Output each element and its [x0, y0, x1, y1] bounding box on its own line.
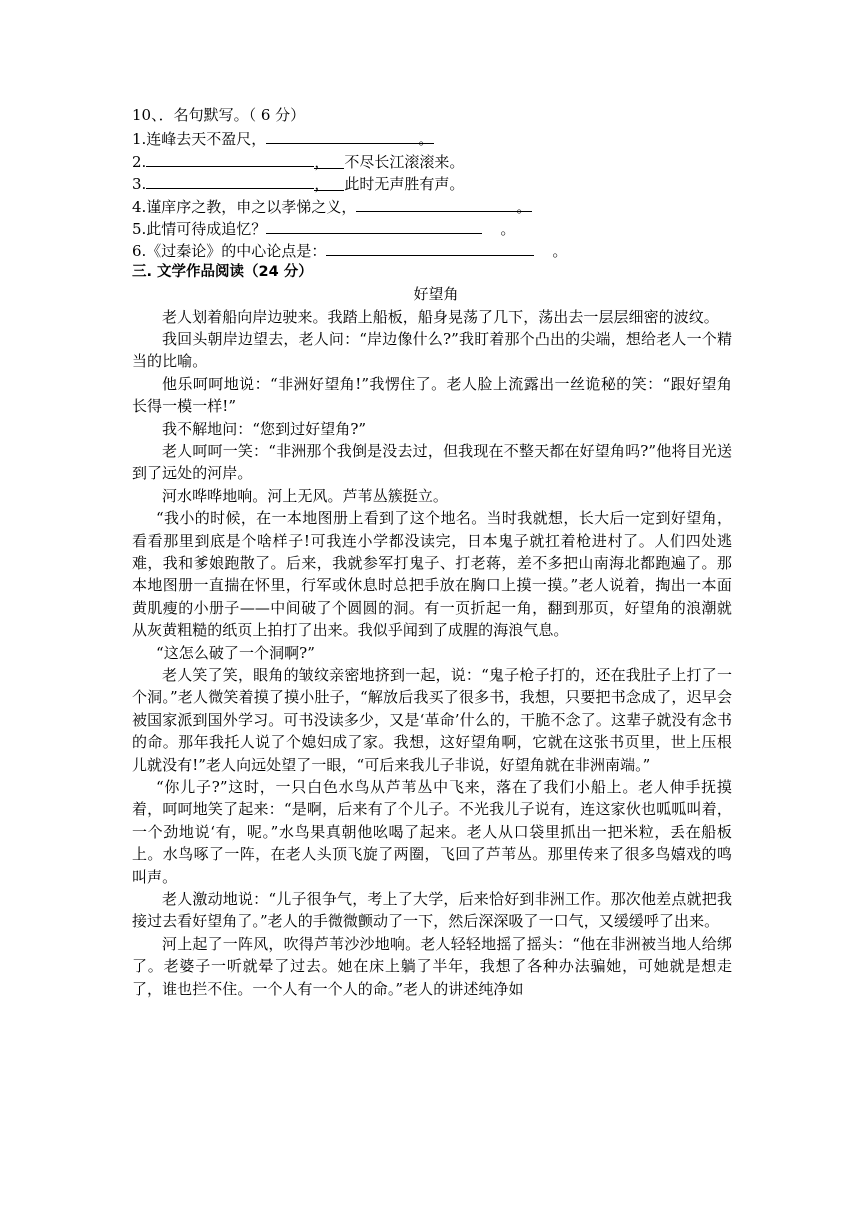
- article-paragraph: 老人呵呵一笑：“非洲那个我倒是没去过，但我现在不整天都在好望角吗?”他将目光送到了远处的河岸。: [132, 441, 732, 483]
- question-2-text: 不尽长江滚滚来。: [344, 152, 465, 171]
- question-2-mid: ，: [314, 152, 330, 171]
- section10-header: 10、．名句默写。（ 6 分）: [132, 106, 306, 124]
- question-1-text: 1.连峰去天不盈尺，: [132, 130, 267, 149]
- answer-blank-3a[interactable]: [146, 171, 314, 189]
- article-paragraph: 我不解地问：“您到过好望角?”: [162, 419, 367, 438]
- question-2-num: 2.: [132, 152, 147, 171]
- article-paragraph: “你儿子?”这时，一只白色水鸟从芦苇丛中飞来，落在了我们小船上。老人伸手抚摸着，呵呵地笑了起来：“是啊，后来有了个儿子。不光我儿子说有，连这家伙也呱呱叫着，一个劲地说‘有，呢。”水鸟果真朝他吆喝了起来。老人从口袋里抓出一把米粒，丢在船板上。水鸟啄了一阵，在老人头顶飞旋了两圈，飞回了芦苇丛。那里传来了很多鸟嬉戏的鸣叫声。: [132, 778, 732, 886]
- article-title: 好望角: [413, 285, 459, 304]
- question-4: [132, 194, 732, 216]
- question-3-text: 此时无声胜有声。: [344, 175, 465, 194]
- article-paragraph: “这怎么破了一个洞啊?”: [156, 643, 315, 662]
- article-paragraph: 他乐呵呵地说：“非洲好望角!”我愣住了。老人脸上流露出一丝诡秘的笑：“跟好望角长得一模一样!”: [132, 374, 732, 416]
- article-paragraph: 老人划着船向岸边驶来。我踏上船板，船身晃荡了几下，荡出去一层层细密的波纹。: [162, 307, 719, 326]
- section3-header: 三. 文学作品阅读（24 分）: [132, 263, 313, 280]
- article-paragraph: 河水哗哗地响。河上无风。芦苇丛簇挺立。: [162, 486, 448, 505]
- answer-blank-4[interactable]: [356, 194, 532, 212]
- document-page: [132, 104, 732, 1000]
- question-4-text: 4.谨庠序之教，申之以孝悌之义，: [132, 197, 357, 216]
- answer-blank-2a[interactable]: [146, 149, 314, 167]
- question-6-text: 6.《过秦论》的中心论点是：: [132, 242, 327, 261]
- question-1: [132, 126, 732, 148]
- question-5-end: 。: [500, 219, 516, 238]
- question-6-end: 。: [552, 242, 568, 261]
- article-paragraph: 河上起了一阵风，吹得芦苇沙沙地响。老人轻轻地摇了摇头：“他在非洲被当地人给绑了。老婆子一听就晕了过去。她在床上躺了半年，我想了各种办法骗她，可她就是想走了，谁也拦不住。一个人有一个人的命。”老人的讲述纯净如: [132, 934, 732, 998]
- article-paragraph: 老人激动地说：“儿子很争气，考上了大学，后来恰好到非洲工作。那次他差点就把我接过去看好望角了。”老人的手微微颤动了一下，然后深深吸了一口气，又缓缓呼了出来。: [132, 890, 732, 931]
- article-paragraph: 我回头朝岸边望去，老人问：“岸边像什么?”我盯着那个凸出的尖端，想给老人一个精当的比喻。: [132, 329, 732, 371]
- answer-blank-5[interactable]: [266, 216, 482, 234]
- question-3: [132, 171, 732, 193]
- question-3-num: 3.: [132, 175, 147, 194]
- question-4-end: 。: [516, 197, 532, 216]
- question-2: [132, 149, 732, 171]
- question-5-text: 5.此情可待成追忆？: [132, 219, 267, 238]
- article-paragraph: “我小的时候，在一本地图册上看到了这个地名。当时我就想，长大后一定到好望角，看看那里到底是个啥样子!可我连小学都没读完，日本鬼子就扛着枪进村了。人们四处逃难，我和爹娘跑散了。后来，我就参军打鬼子、打老蒋，差不多把山南海北都跑遍了。那本地图册一直揣在怀里，行军或休息时总把手放在胸口上摸一摸。”老人说着，掏出一本面黄肌瘦的小册子——中间破了个圆圆的洞。有一页折起一角，翻到那页，好望角的浪潮就从灰黄粗糙的纸页上拍打了出来。我似乎闻到了成腥的海浪气息。: [132, 509, 732, 640]
- question-3-mid-blank[interactable]: [314, 173, 344, 194]
- answer-blank-1[interactable]: [266, 126, 434, 144]
- question-6: [132, 238, 732, 260]
- article-paragraph: 老人笑了笑，眼角的皱纹亲密地挤到一起，说：“鬼子枪子打的，还在我肚子上打了一个洞。”老人微笑着摸了摸小肚子，“解放后我买了很多书，我想，只要把书念成了，迟早会被国家派到国外学习。可书没读多少，又是‘革命’什么的，干脆不念了。这辈子就没有念书的命。那年我托人说了个媳妇成了家。我想，这好望角啊，它就在这张书页里，世上压根儿就没有!”老人向远处望了一眼，“可后来我儿子非说，好望角就在非洲南端。”: [132, 666, 732, 774]
- question-2-mid-blank[interactable]: [314, 151, 344, 169]
- question-5: [132, 216, 732, 238]
- question-3-mid: ，: [314, 175, 330, 194]
- answer-blank-6[interactable]: [326, 238, 534, 256]
- question-1-end: 。: [418, 130, 434, 149]
